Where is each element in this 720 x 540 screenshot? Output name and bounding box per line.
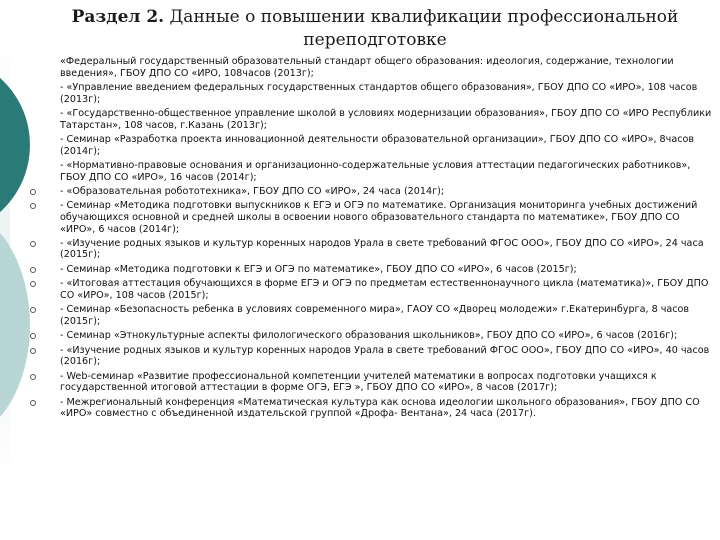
title-text: Данные о повышении квалификации профессиональной переподготовке [164,7,679,50]
list-item-text: - Web-семинар «Развитие профессиональной компетенции учителей математики в вопросах подготовки учащихся к государственной итоговой аттестации в форме ОГЭ, ЕГЭ », ГБОУ ДПО СО «ИРО», 8 часов (2017г); [60,370,657,394]
list-item [30,371,715,394]
bullet-circle-icon [30,241,36,247]
bullet-circle-icon [30,348,36,354]
bullet-circle-icon [30,189,36,195]
list-item [30,82,715,105]
list-item-text: - Семинар «Методика подготовки к ЕГЭ и ОГЭ по математике», ГБОУ ДПО СО «ИРО», 6 часов (2015г); [60,263,577,275]
bullet-circle-icon [30,203,36,209]
list-item-text: - Межрегиональный конференция «Математическая культура как основа идеологии школьного образования», ГБОУ ДПО СО «ИРО» совместно с объединенной издательской группой «Дрофа- Вентана», 24 часа (2017г). [60,396,700,420]
bullet-circle-icon [30,281,36,287]
list-item [30,200,715,235]
bullet-circle-icon [30,307,36,313]
bullet-circle-icon [30,267,36,273]
title-prefix: Раздел 2. [71,7,165,27]
list-item [30,160,715,183]
qualification-list [30,56,715,423]
bullet-circle-icon [30,374,36,380]
list-item [30,278,715,301]
list-item-text: - «Управление введением федеральных государственных стандартов общего образования», ГБОУ ДПО СО «ИРО», 108 часов (2013г); [60,81,698,105]
list-item-text: - «Образовательная робототехника», ГБОУ ДПО СО «ИРО», 24 часа (2014г); [60,185,445,197]
list-item-text: - «Изучение родных языков и культур коренных народов Урала в свете требований ФГОС ООО», ГБОУ ДПО СО «ИРО», 24 часа (2015г); [60,237,704,261]
list-item [30,186,715,198]
list-item-text: - Семинар «Этнокультурные аспекты филологического образования школьников», ГБОУ ДПО СО «ИРО», 6 часов (2016г); [60,330,678,342]
list-item [30,330,715,342]
list-item [30,238,715,261]
list-item [30,264,715,276]
bullet-circle-icon [30,400,36,406]
page-title [40,6,710,52]
list-item-text: - Семинар «Методика подготовки выпускников к ЕГЭ и ОГЭ по математике. Организация мониторинга учебных достижений обучающихся основной и средней школы в освоении нового образовательного стандарта по математике», ГБОУ ДПО СО «ИРО», 6 часов (2014г); [60,200,698,235]
list-item-text: - «Государственно-общественное управление школой в условиях модернизации образования», ГБОУ ДПО СО «ИРО Республики Татарстан», 108 часов, г.Казань (2013г); [60,107,712,131]
list-item-text: - «Итоговая аттестация обучающихся в форме ЕГЭ и ОГЭ по предметам естественнонаучного цикла (математика)», ГБОУ ДПО СО «ИРО», 108 часов (2015г); [60,278,709,301]
list-item [30,134,715,157]
list-item [30,397,715,420]
bullet-circle-icon [30,333,36,339]
decorative-circle-light [0,210,30,440]
list-item [30,108,715,131]
list-item-text: «Федеральный государственный образовательный стандарт общего образования: идеология, содержание, технологии введения», ГБОУ ДПО СО «ИРО, 108часов (2013г); [60,56,674,79]
list-item-text: - «Нормативно-правовые основания и организационно-содержательные условия аттестации педагогических работников», ГБОУ ДПО СО «ИРО», 16 часов (2014г); [60,159,691,183]
list-item-text: - «Изучение родных языков и культур коренных народов Урала в свете требований ФГОС ООО», ГБОУ ДПО СО «ИРО», 40 часов (2016г); [60,344,710,368]
list-item [30,304,715,327]
list-item [30,56,715,79]
list-item-text: - Семинар «Разработка проекта инновационной деятельности образовательной организации», ГБОУ ДПО СО «ИРО», 8часов (2014г); [60,133,695,157]
list-item-text: - Семинар «Безопасность ребенка в условиях современного мира», ГАОУ СО «Дворец молодежи» г.Екатеринбурга, 8 часов (2015г); [60,304,690,327]
list-item [30,345,715,368]
